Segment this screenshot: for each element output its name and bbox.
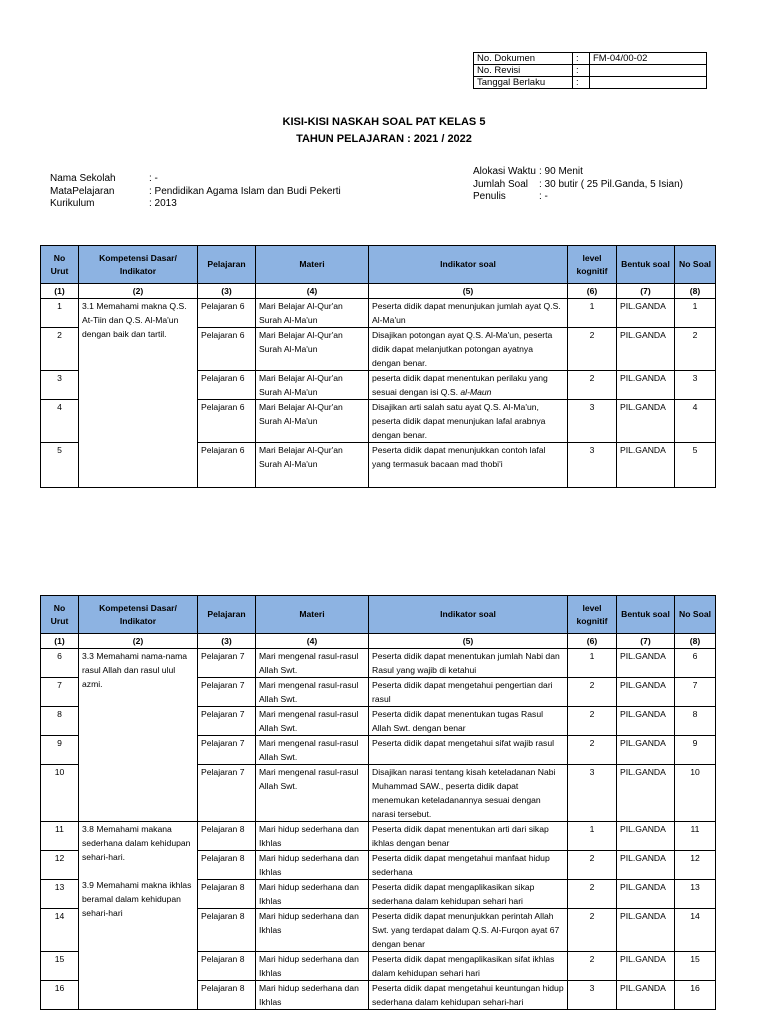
doc-info-row [474,77,707,89]
doc-info-separator: : [573,65,590,77]
table-row [41,299,716,328]
column-header-no-urut: No Urut [41,596,79,634]
column-header-no-soal: No Soal [675,596,716,634]
column-number: (7) [617,284,675,299]
info-value: : - [149,173,158,184]
indicator-cell: Peserta didik dapat mengetahui pengertian dari rasul [369,678,568,707]
info-value: : 30 butir ( 25 Pil.Ganda, 5 Isian) [539,178,683,190]
question-type-cell: PIL.GANDA [617,371,675,400]
indicator-cell: Peserta didik dapat mengetahui sifat wajib rasul [369,736,568,765]
info-label: Kurikulum [50,198,95,209]
column-number: (2) [79,634,198,649]
lesson-cell: Pelajaran 6 [198,299,256,328]
cognitive-level-cell: 2 [568,371,617,400]
column-number: (5) [369,284,568,299]
info-line [50,198,341,211]
material-cell: Mari Belajar Al-Qur'an Surah Al-Ma'un [256,400,369,443]
cognitive-level-cell: 2 [568,707,617,736]
competency-cell: 3.3 Memahami nama-nama rasul Allah dan rasul ulul azmi. [79,649,198,822]
question-type-cell: PIL.GANDA [617,328,675,371]
row-number: 2 [41,328,79,371]
document-subtitle: TAHUN PELAJARAN : 2021 / 2022 [296,133,472,145]
indicator-cell: Peserta didik dapat menunjukkan contoh lafal yang termasuk bacaan mad thobi'i [369,443,568,488]
info-line [473,179,683,192]
question-number-cell: 4 [675,400,716,443]
row-number: 10 [41,765,79,822]
table-header-row [41,246,716,284]
lesson-cell: Pelajaran 7 [198,736,256,765]
question-number-cell: 2 [675,328,716,371]
question-number-cell: 8 [675,707,716,736]
cognitive-level-cell: 2 [568,880,617,909]
column-header-bentuk: Bentuk soal [617,246,675,284]
material-cell: Mari Belajar Al-Qur'an Surah Al-Ma'un [256,328,369,371]
cognitive-level-cell: 3 [568,443,617,488]
doc-info-value: FM-04/00-02 [590,53,707,65]
question-number-cell: 7 [675,678,716,707]
indicator-cell: Peserta didik dapat mengetahui manfaat hidup sederhana [369,851,568,880]
info-value: : - [539,191,548,202]
column-header-pelajaran: Pelajaran [198,246,256,284]
column-header-pelajaran: Pelajaran [198,596,256,634]
column-number: (3) [198,284,256,299]
info-line [473,191,683,204]
document-title: KISI-KISI NASKAH SOAL PAT KELAS 5 [282,116,486,128]
row-number: 3 [41,371,79,400]
row-number: 12 [41,851,79,880]
question-type-cell: PIL.GANDA [617,443,675,488]
lesson-cell: Pelajaran 8 [198,909,256,952]
doc-info-label: No. Dokumen [474,53,573,65]
indicator-cell: Peserta didik dapat menentukan tugas Rasul Allah Swt. dengan benar [369,707,568,736]
row-number: 11 [41,822,79,851]
doc-info-separator: : [573,77,590,89]
question-type-cell: PIL.GANDA [617,707,675,736]
question-type-cell: PIL.GANDA [617,952,675,981]
question-type-cell: PIL.GANDA [617,400,675,443]
row-number: 7 [41,678,79,707]
material-cell: Mari mengenal rasul-rasul Allah Swt. [256,736,369,765]
question-number-cell: 10 [675,765,716,822]
lesson-cell: Pelajaran 8 [198,851,256,880]
row-number: 15 [41,952,79,981]
row-number: 4 [41,400,79,443]
info-line [50,173,341,186]
lesson-cell: Pelajaran 6 [198,371,256,400]
indicator-cell: Peserta didik dapat mengetahui keuntungan hidup sederhana dalam kehidupan sehari-hari [369,981,568,1010]
question-number-cell: 15 [675,952,716,981]
info-value: : 90 Menit [539,166,583,177]
cognitive-level-cell: 2 [568,736,617,765]
question-type-cell: PIL.GANDA [617,765,675,822]
column-number: (8) [675,284,716,299]
doc-info-value [590,65,707,77]
column-number: (4) [256,284,369,299]
column-header-materi: Materi [256,246,369,284]
cognitive-level-cell: 2 [568,678,617,707]
column-header-level: level kognitif [568,596,617,634]
lesson-cell: Pelajaran 6 [198,400,256,443]
question-number-cell: 11 [675,822,716,851]
question-number-cell: 12 [675,851,716,880]
indicator-cell: Peserta didik dapat menentukan jumlah Nabi dan Rasul yang wajib di ketahui [369,649,568,678]
material-cell: Mari hidup sederhana dan Ikhlas [256,880,369,909]
question-type-cell: PIL.GANDA [617,736,675,765]
cognitive-level-cell: 1 [568,649,617,678]
cognitive-level-cell: 2 [568,909,617,952]
indicator-text: peserta didik dapat menentukan perilaku yang sesuai dengan isi Q.S. [372,373,548,397]
info-label: Jumlah Soal [473,178,529,190]
question-number-cell: 6 [675,649,716,678]
lesson-cell: Pelajaran 7 [198,678,256,707]
document-info-box [473,52,707,89]
table-row [41,822,716,851]
column-number: (5) [369,634,568,649]
column-header-bentuk: Bentuk soal [617,596,675,634]
column-number-row [41,284,716,299]
doc-info-row [474,53,707,65]
column-header-no-urut: No Urut [41,246,79,284]
column-header-kd: Kompetensi Dasar/ Indikator [79,246,198,284]
row-number: 8 [41,707,79,736]
material-cell: Mari hidup sederhana dan Ikhlas [256,909,369,952]
lesson-cell: Pelajaran 6 [198,328,256,371]
column-number: (8) [675,634,716,649]
question-grid-table-2 [40,595,716,1010]
school-info [50,173,341,211]
indicator-cell: Peserta didik dapat menunjukkan perintah Allah Swt. yang terdapat dalam Q.S. Al-Furqon ayat 67 dengan benar [369,909,568,952]
question-type-cell: PIL.GANDA [617,649,675,678]
question-grid-table-1 [40,245,716,488]
row-number: 16 [41,981,79,1010]
column-header-no-soal: No Soal [675,246,716,284]
lesson-cell: Pelajaran 6 [198,443,256,488]
lesson-cell: Pelajaran 8 [198,822,256,851]
row-number: 5 [41,443,79,488]
indicator-cell: Peserta didik dapat mengaplikasikan sifat ikhlas dalam kehidupan sehari hari [369,952,568,981]
table-row [41,649,716,678]
column-number: (6) [568,634,617,649]
lesson-cell: Pelajaran 7 [198,707,256,736]
competency-cell: 3.8 Memahami makana sederhana dalam kehidupan sehari-hari. 3.9 Memahami makna ikhlas beramal dalam kehidupan sehari-hari [79,822,198,1010]
indicator-cell: Peserta didik dapat mengaplikasikan sikap sederhana dalam kehidupan sehari hari [369,880,568,909]
column-header-indikator: Indikator soal [369,596,568,634]
row-number: 1 [41,299,79,328]
info-label: Nama Sekolah [50,173,116,184]
info-label: Alokasi Waktu [473,166,536,177]
question-number-cell: 5 [675,443,716,488]
row-number: 9 [41,736,79,765]
lesson-cell: Pelajaran 7 [198,765,256,822]
column-header-level: level kognitif [568,246,617,284]
row-number: 14 [41,909,79,952]
question-number-cell: 3 [675,371,716,400]
row-number: 13 [41,880,79,909]
lesson-cell: Pelajaran 8 [198,952,256,981]
question-type-cell: PIL.GANDA [617,880,675,909]
column-number: (4) [256,634,369,649]
question-type-cell: PIL.GANDA [617,678,675,707]
indicator-cell: Peserta didik dapat menunjukan jumlah ayat Q.S. Al-Ma'un [369,299,568,328]
column-number: (7) [617,634,675,649]
info-line [50,186,341,199]
indicator-cell: Disajikan narasi tentang kisah keteladanan Nabi Muhammad SAW., peserta didik dapat menemukan keteladanannya sesuai dengan narasi tersebut. [369,765,568,822]
cognitive-level-cell: 1 [568,299,617,328]
indicator-cell: Disajikan potongan ayat Q.S. Al-Ma'un, peserta didik dapat melanjutkan potongan ayatnya dengan benar. [369,328,568,371]
question-type-cell: PIL.GANDA [617,981,675,1010]
info-label: Penulis [473,191,506,202]
lesson-cell: Pelajaran 7 [198,649,256,678]
row-number: 6 [41,649,79,678]
question-type-cell: PIL.GANDA [617,822,675,851]
cognitive-level-cell: 2 [568,328,617,371]
material-cell: Mari Belajar Al-Qur'an Surah Al-Ma'un [256,371,369,400]
material-cell: Mari mengenal rasul-rasul Allah Swt. [256,678,369,707]
lesson-cell: Pelajaran 8 [198,981,256,1010]
column-number: (3) [198,634,256,649]
cognitive-level-cell: 3 [568,400,617,443]
question-type-cell: PIL.GANDA [617,299,675,328]
cognitive-level-cell: 3 [568,765,617,822]
info-line [473,166,683,179]
doc-info-separator: : [573,53,590,65]
indicator-italic-text: al-Maun [460,387,492,397]
info-value: : 2013 [149,198,177,209]
lesson-cell: Pelajaran 8 [198,880,256,909]
cognitive-level-cell: 2 [568,952,617,981]
exam-info [473,166,683,204]
doc-info-value [590,77,707,89]
competency-cell: 3.1 Memahami makna Q.S. At-Tiin dan Q.S. Al-Ma'un dengan baik dan tartil. [79,299,198,488]
indicator-cell: Disajikan arti salah satu ayat Q.S. Al-Ma'un, peserta didik dapat menunjukan lafal arabnya dengan benar. [369,400,568,443]
column-number: (6) [568,284,617,299]
material-cell: Mari hidup sederhana dan Ikhlas [256,981,369,1010]
question-type-cell: PIL.GANDA [617,909,675,952]
material-cell: Mari Belajar Al-Qur'an Surah Al-Ma'un [256,443,369,488]
info-value: : Pendidikan Agama Islam dan Budi Pekerti [149,185,341,197]
question-number-cell: 9 [675,736,716,765]
table-header-row [41,596,716,634]
material-cell: Mari mengenal rasul-rasul Allah Swt. [256,707,369,736]
cognitive-level-cell: 2 [568,851,617,880]
column-number: (1) [41,634,79,649]
question-type-cell: PIL.GANDA [617,851,675,880]
doc-info-label: Tanggal Berlaku [474,77,573,89]
column-header-indikator: Indikator soal [369,246,568,284]
cognitive-level-cell: 3 [568,981,617,1010]
material-cell: Mari hidup sederhana dan Ikhlas [256,851,369,880]
material-cell: Mari mengenal rasul-rasul Allah Swt. [256,649,369,678]
material-cell: Mari hidup sederhana dan Ikhlas [256,822,369,851]
question-number-cell: 13 [675,880,716,909]
column-number: (1) [41,284,79,299]
indicator-cell: Peserta didik dapat menentukan arti dari sikap ikhlas dengan benar [369,822,568,851]
question-number-cell: 16 [675,981,716,1010]
column-number: (2) [79,284,198,299]
material-cell: Mari mengenal rasul-rasul Allah Swt. [256,765,369,822]
column-header-materi: Materi [256,596,369,634]
doc-info-label: No. Revisi [474,65,573,77]
cognitive-level-cell: 1 [568,822,617,851]
column-header-kd: Kompetensi Dasar/ Indikator [79,596,198,634]
doc-info-row [474,65,707,77]
question-number-cell: 1 [675,299,716,328]
material-cell: Mari hidup sederhana dan Ikhlas [256,952,369,981]
material-cell: Mari Belajar Al-Qur'an Surah Al-Ma'un [256,299,369,328]
info-label: MataPelajaran [50,185,115,197]
indicator-cell [369,371,568,400]
column-number-row [41,634,716,649]
question-number-cell: 14 [675,909,716,952]
